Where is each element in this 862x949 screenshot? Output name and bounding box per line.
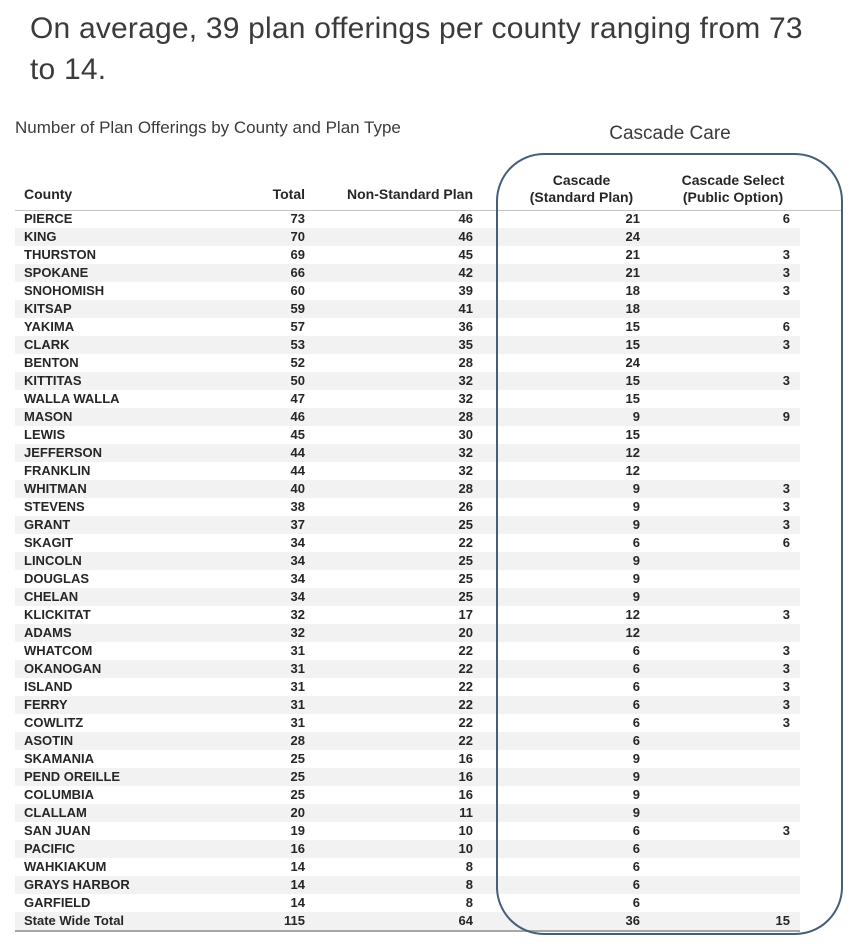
- cell-select: 3: [782, 283, 790, 298]
- table-row: [15, 246, 800, 264]
- cell-select: 3: [782, 265, 790, 280]
- cell-select: [640, 786, 800, 804]
- cell-county: BENTON: [24, 355, 79, 370]
- cell-cascade: 6: [632, 859, 640, 874]
- cell-total: 25: [290, 787, 305, 802]
- cell-county: ADAMS: [24, 625, 72, 640]
- table-row: [15, 768, 800, 786]
- cell-total: 31: [290, 715, 305, 730]
- cell-select: [640, 894, 800, 912]
- cell-county: MASON: [24, 409, 73, 424]
- cell-non-standard: 32: [458, 391, 473, 406]
- cell-cascade: 6: [632, 715, 640, 730]
- cell-county: WHITMAN: [24, 481, 87, 496]
- cell-county: PEND OREILLE: [24, 769, 121, 784]
- cell-cascade: 9: [632, 751, 640, 766]
- cell-non-standard: 16: [458, 769, 473, 784]
- cell-non-standard: 16: [458, 787, 473, 802]
- table-row: [15, 552, 800, 570]
- column-header-cascade-line1: Cascade: [552, 172, 611, 188]
- table-row: [15, 660, 800, 678]
- table-header-row: [15, 160, 800, 210]
- cell-non-standard: 42: [458, 265, 473, 280]
- cell-total: 14: [290, 895, 305, 910]
- cell-county: DOUGLAS: [24, 571, 89, 586]
- cell-select: 6: [782, 319, 790, 334]
- cell-cascade: 9: [632, 769, 640, 784]
- cell-cascade: 18: [625, 301, 640, 316]
- cell-cascade: 15: [625, 391, 640, 406]
- cell-cascade: 12: [625, 607, 640, 622]
- cell-cascade: 18: [625, 283, 640, 298]
- cell-cascade: 9: [632, 571, 640, 586]
- table-row: [15, 732, 800, 750]
- cell-non-standard: 41: [458, 301, 473, 316]
- cell-select: 3: [782, 337, 790, 352]
- cell-select: [640, 426, 800, 444]
- cell-select: [640, 588, 800, 606]
- table-row: [15, 696, 800, 714]
- cell-county: LINCOLN: [24, 553, 82, 568]
- cell-select: 3: [782, 499, 790, 514]
- cell-county: GARFIELD: [24, 895, 91, 910]
- cell-county: YAKIMA: [24, 319, 75, 334]
- cell-county: SPOKANE: [24, 265, 89, 280]
- cell-total: 25: [290, 751, 305, 766]
- cell-county: SKAGIT: [24, 535, 74, 550]
- cell-select: [640, 732, 800, 750]
- table-row: [15, 300, 800, 318]
- cell-cascade: 15: [625, 373, 640, 388]
- cell-county: SKAMANIA: [24, 751, 95, 766]
- table-row: [15, 534, 800, 552]
- table-row: [15, 282, 800, 300]
- table-row: [15, 354, 800, 372]
- table-row: [15, 822, 800, 840]
- table-row: [15, 642, 800, 660]
- cell-county: State Wide Total: [15, 912, 245, 931]
- cell-county: FRANKLIN: [24, 463, 91, 478]
- cell-select: [640, 390, 800, 408]
- table-row: [15, 426, 800, 444]
- column-header-cascade-standard: [473, 160, 640, 210]
- cell-total: 19: [290, 823, 305, 838]
- cell-non-standard: 28: [458, 355, 473, 370]
- cell-select: [640, 570, 800, 588]
- cell-total: 57: [290, 319, 305, 334]
- cell-county: ISLAND: [24, 679, 73, 694]
- cell-cascade: 9: [632, 499, 640, 514]
- cell-total: 32: [290, 625, 305, 640]
- cell-non-standard: 10: [458, 823, 473, 838]
- cell-total: 53: [290, 337, 305, 352]
- cell-non-standard: 32: [458, 463, 473, 478]
- cell-select: 3: [782, 679, 790, 694]
- cell-non-standard: 22: [458, 715, 473, 730]
- cell-total: 47: [290, 391, 305, 406]
- cell-total: 31: [290, 697, 305, 712]
- table-row: [15, 516, 800, 534]
- cell-select: 9: [782, 409, 790, 424]
- table-row: [15, 678, 800, 696]
- cell-non-standard: 25: [458, 517, 473, 532]
- column-header-non-standard: Non-Standard Plan: [346, 186, 473, 202]
- cell-select: 15: [640, 912, 800, 931]
- page-title-line1: On average, 39 plan offerings per county ranging from 73: [30, 12, 803, 45]
- cell-select: 6: [782, 535, 790, 550]
- column-header-cascade-select: [640, 160, 800, 210]
- table-row: [15, 876, 800, 894]
- cell-total: 50: [290, 373, 305, 388]
- cell-cascade: 6: [632, 841, 640, 856]
- table-row: [15, 480, 800, 498]
- table-row: [15, 408, 800, 426]
- column-header-select-line1: Cascade Select: [681, 172, 785, 188]
- cell-select: [640, 840, 800, 858]
- cell-non-standard: 25: [458, 571, 473, 586]
- column-header-county: County: [24, 186, 73, 202]
- cell-cascade: 9: [632, 481, 640, 496]
- cell-select: [640, 462, 800, 480]
- table-row: [15, 570, 800, 588]
- table-row: [15, 498, 800, 516]
- cell-cascade: 9: [632, 787, 640, 802]
- cell-total: 46: [290, 409, 305, 424]
- cell-non-standard: 17: [458, 607, 473, 622]
- cell-county: GRAYS HARBOR: [24, 877, 130, 892]
- table-row: [15, 624, 800, 642]
- column-header-select-line2: (Public Option): [682, 189, 784, 205]
- cell-select: [640, 804, 800, 822]
- cell-non-standard: 22: [458, 679, 473, 694]
- cell-total: 31: [290, 643, 305, 658]
- cell-total: 16: [290, 841, 305, 856]
- cell-cascade: 6: [632, 643, 640, 658]
- cell-non-standard: 36: [458, 319, 473, 334]
- cell-cascade: 9: [632, 409, 640, 424]
- cell-cascade: 24: [625, 355, 640, 370]
- table-row: [15, 750, 800, 768]
- cell-select: 3: [782, 607, 790, 622]
- cell-non-standard: 45: [458, 247, 473, 262]
- cell-non-standard: 10: [458, 841, 473, 856]
- cell-non-standard: 20: [458, 625, 473, 640]
- cell-select: [640, 300, 800, 318]
- cell-cascade: 6: [632, 733, 640, 748]
- cell-total: 38: [290, 499, 305, 514]
- cell-total: 115: [245, 912, 305, 931]
- cell-select: 3: [782, 823, 790, 838]
- county-table-body: [15, 210, 800, 931]
- table-row: [15, 840, 800, 858]
- cell-total: 60: [290, 283, 305, 298]
- cell-non-standard: 22: [458, 535, 473, 550]
- cell-total: 59: [290, 301, 305, 316]
- cell-county: KITSAP: [24, 301, 72, 316]
- cell-total: 69: [290, 247, 305, 262]
- plan-offerings-table: [15, 160, 800, 932]
- cell-county: STEVENS: [24, 499, 85, 514]
- cell-total: 44: [290, 445, 305, 460]
- cell-total: 40: [290, 481, 305, 496]
- cell-non-standard: 46: [458, 211, 473, 226]
- cell-select: [640, 444, 800, 462]
- cell-total: 14: [290, 877, 305, 892]
- cell-non-standard: 8: [465, 877, 473, 892]
- page-title-line2: to 14.: [30, 53, 107, 86]
- cell-county: KING: [24, 229, 57, 244]
- cell-county: JEFFERSON: [24, 445, 103, 460]
- cell-cascade: 21: [625, 265, 640, 280]
- table-row: [15, 606, 800, 624]
- cell-select: [640, 354, 800, 372]
- cell-total: 32: [290, 607, 305, 622]
- cell-county: THURSTON: [24, 247, 96, 262]
- cell-cascade: 9: [632, 589, 640, 604]
- cell-non-standard: 30: [458, 427, 473, 442]
- cell-non-standard: 28: [458, 481, 473, 496]
- cell-county: OKANOGAN: [24, 661, 102, 676]
- cell-cascade: 6: [632, 661, 640, 676]
- cell-non-standard: 28: [458, 409, 473, 424]
- cell-county: WHATCOM: [24, 643, 93, 658]
- cell-select: [640, 858, 800, 876]
- cell-total: 44: [290, 463, 305, 478]
- cell-cascade: 12: [625, 463, 640, 478]
- cell-select: 3: [782, 517, 790, 532]
- table-title: Number of Plan Offerings by County and Plan Type: [15, 118, 401, 137]
- cell-select: 6: [782, 211, 790, 226]
- cell-select: [640, 624, 800, 642]
- cell-cascade: 6: [632, 895, 640, 910]
- cell-county: LEWIS: [24, 427, 66, 442]
- cell-county: WAHKIAKUM: [24, 859, 107, 874]
- cell-county: CLARK: [24, 337, 70, 352]
- cell-non-standard: 39: [458, 283, 473, 298]
- cell-county: KITTITAS: [24, 373, 82, 388]
- cascade-care-group-header: Cascade Care: [609, 123, 731, 144]
- cell-county: CLALLAM: [24, 805, 87, 820]
- column-header-cascade-line2: (Standard Plan): [529, 189, 634, 205]
- cell-total: 20: [290, 805, 305, 820]
- cell-total: 37: [290, 517, 305, 532]
- cell-county: COWLITZ: [24, 715, 84, 730]
- cell-total: 34: [290, 589, 305, 604]
- cell-select: [640, 228, 800, 246]
- cell-total: 34: [290, 553, 305, 568]
- cell-select: [640, 876, 800, 894]
- table-row: [15, 588, 800, 606]
- cell-non-standard: 46: [458, 229, 473, 244]
- cell-cascade: 15: [625, 319, 640, 334]
- cell-county: ASOTIN: [24, 733, 74, 748]
- cell-select: 3: [782, 247, 790, 262]
- cell-total: 28: [290, 733, 305, 748]
- cell-select: 3: [782, 697, 790, 712]
- cell-non-standard: 25: [458, 553, 473, 568]
- cell-cascade: 9: [632, 517, 640, 532]
- cell-non-standard: 35: [458, 337, 473, 352]
- cell-cascade: 15: [625, 427, 640, 442]
- cell-non-standard: 32: [458, 445, 473, 460]
- table-row: [15, 210, 800, 228]
- cell-cascade: 6: [632, 823, 640, 838]
- cell-cascade: 9: [632, 805, 640, 820]
- cell-cascade: 12: [625, 625, 640, 640]
- table-row: [15, 786, 800, 804]
- cell-cascade: 6: [632, 679, 640, 694]
- cell-total: 31: [290, 679, 305, 694]
- table-row: [15, 390, 800, 408]
- table-row: [15, 336, 800, 354]
- cell-select: 3: [782, 481, 790, 496]
- cell-non-standard: 22: [458, 661, 473, 676]
- cell-county: FERRY: [24, 697, 68, 712]
- table-row: [15, 228, 800, 246]
- table-row: [15, 264, 800, 282]
- cell-non-standard: 11: [459, 805, 473, 820]
- cell-cascade: 9: [632, 553, 640, 568]
- cell-select: [640, 750, 800, 768]
- cell-total: 52: [290, 355, 305, 370]
- table-row: [15, 894, 800, 912]
- cell-non-standard: 22: [458, 643, 473, 658]
- cell-select: 3: [782, 643, 790, 658]
- cell-select: [640, 768, 800, 786]
- cell-total: 45: [290, 427, 305, 442]
- cell-non-standard: 25: [458, 589, 473, 604]
- cell-cascade: 12: [625, 445, 640, 460]
- table-row: [15, 318, 800, 336]
- cell-total: 34: [290, 535, 305, 550]
- cell-county: PACIFIC: [24, 841, 76, 856]
- page-title: [30, 8, 850, 90]
- cell-total: 73: [290, 211, 305, 226]
- cell-select: 3: [782, 661, 790, 676]
- cell-non-standard: 8: [465, 895, 473, 910]
- cell-cascade: 6: [632, 535, 640, 550]
- cell-total: 14: [290, 859, 305, 874]
- cell-cascade: 6: [632, 697, 640, 712]
- column-header-total: Total: [272, 186, 305, 202]
- cell-total: 70: [290, 229, 305, 244]
- cell-total: 34: [290, 571, 305, 586]
- table-row: [15, 462, 800, 480]
- cell-total: 66: [290, 265, 305, 280]
- cell-non-standard: 22: [458, 697, 473, 712]
- cell-cascade: 24: [625, 229, 640, 244]
- cell-non-standard: 26: [458, 499, 473, 514]
- cell-select: 3: [782, 715, 790, 730]
- cell-cascade: 6: [632, 877, 640, 892]
- cell-cascade: 21: [625, 211, 640, 226]
- cell-county: CHELAN: [24, 589, 79, 604]
- cell-total: 25: [290, 769, 305, 784]
- table-row: [15, 372, 800, 390]
- cell-cascade: 21: [625, 247, 640, 262]
- cell-non-standard: 16: [458, 751, 473, 766]
- cell-non-standard: 32: [458, 373, 473, 388]
- table-row: [15, 714, 800, 732]
- cell-non-standard: 64: [305, 912, 473, 931]
- cell-county: KLICKITAT: [24, 607, 91, 622]
- cell-select: 3: [782, 373, 790, 388]
- table-row: [15, 804, 800, 822]
- table-row: [15, 444, 800, 462]
- header-divider-line: [15, 210, 843, 211]
- cell-county: SAN JUAN: [24, 823, 91, 838]
- table-row: [15, 858, 800, 876]
- cell-county: GRANT: [24, 517, 71, 532]
- cell-county: COLUMBIA: [24, 787, 95, 802]
- cell-county: WALLA WALLA: [24, 391, 120, 406]
- cell-select: [640, 552, 800, 570]
- statewide-total-row: [15, 912, 800, 931]
- cell-non-standard: 8: [465, 859, 473, 874]
- cell-county: PIERCE: [24, 211, 73, 226]
- cell-non-standard: 22: [458, 733, 473, 748]
- cell-cascade: 15: [625, 337, 640, 352]
- cell-county: SNOHOMISH: [24, 283, 105, 298]
- cell-total: 31: [290, 661, 305, 676]
- cell-cascade: 36: [473, 912, 640, 931]
